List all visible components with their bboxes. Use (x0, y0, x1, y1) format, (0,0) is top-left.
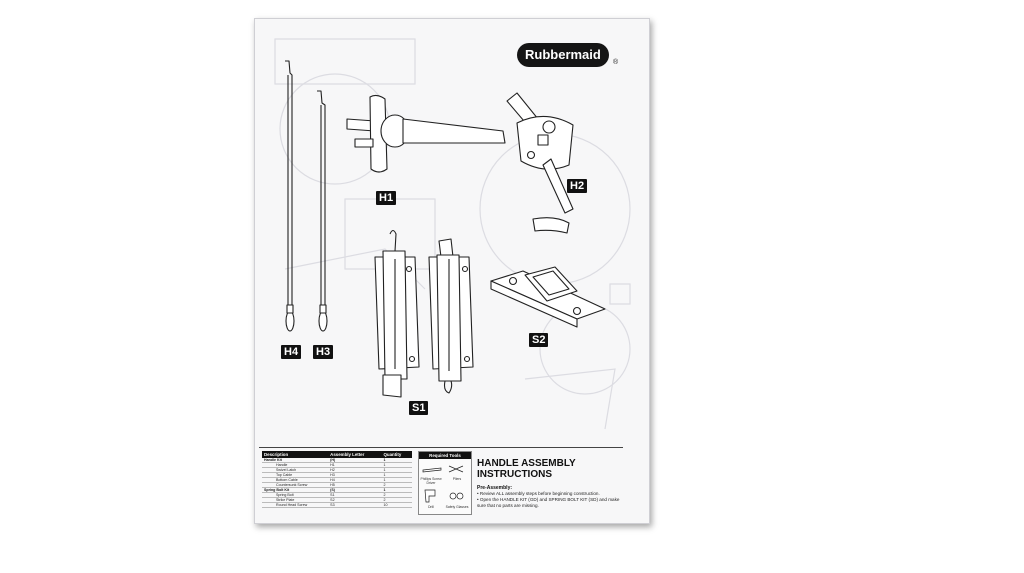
cell-letter: H1 (328, 463, 381, 468)
col-quantity: Quantity (382, 451, 413, 458)
drill-icon (425, 490, 435, 502)
col-description: Description (262, 451, 328, 458)
cell-letter: H3 (328, 473, 381, 478)
table-row (262, 503, 412, 508)
title-line-1: HANDLE ASSEMBLY (477, 458, 576, 469)
screwdriver-icon (423, 468, 441, 472)
cell-letter: S1 (328, 493, 381, 498)
top-cable-h3 (317, 91, 327, 331)
pliers-icon (449, 466, 463, 472)
cell-desc: Top Cable (262, 473, 328, 478)
cell-letter: H2 (328, 468, 381, 473)
cell-qty: 2 (382, 498, 413, 503)
tool-drill-label: Drill (428, 505, 434, 509)
parts-illustration (255, 19, 649, 449)
cell-desc: Countersunk Screw (262, 483, 328, 488)
instructions-title (477, 458, 627, 480)
label-s2: S2 (529, 333, 548, 347)
tool-screwdriver-label: Phillips Screw Driver (420, 477, 442, 485)
cell-qty: 1 (382, 463, 413, 468)
label-h4: H4 (281, 345, 301, 359)
label-s1: S1 (409, 401, 428, 415)
cell-letter: (H) (328, 458, 381, 463)
cell-qty: 1 (382, 488, 413, 493)
cell-desc: Spring Bolt Kit (262, 488, 328, 493)
label-h3: H3 (313, 345, 333, 359)
cell-letter: S3 (328, 503, 381, 508)
handle-h1 (347, 95, 505, 172)
pre-assembly-heading: Pre-Assembly: (477, 485, 513, 491)
cell-qty: 1 (382, 473, 413, 478)
cell-letter: H5 (328, 483, 381, 488)
section-divider (259, 447, 623, 448)
label-h2: H2 (567, 179, 587, 193)
strike-plate-s2 (491, 267, 605, 327)
spring-bolt-s1-left (375, 231, 419, 398)
cell-letter: S2 (328, 498, 381, 503)
parts-table (262, 451, 412, 508)
title-line-2: INSTRUCTIONS (477, 469, 552, 480)
cell-qty: 1 (382, 468, 413, 473)
swivel-latch-h2 (507, 93, 573, 233)
cell-desc: Handle (262, 463, 328, 468)
cell-desc: Spring Bolt (262, 493, 328, 498)
cell-letter: H4 (328, 478, 381, 483)
tools-header: Required Tools (419, 452, 471, 459)
cell-qty: 10 (382, 503, 413, 508)
cell-qty: 1 (382, 458, 413, 463)
cell-letter: (S) (328, 488, 381, 493)
bullet-open-kits: • Open the HANDLE KIT (GD) and SPRING BOLT KIT (SD) and make sure that no parts are missing. (477, 497, 620, 508)
bullet-review: • Review ALL assembly steps before beginning construction. (477, 491, 600, 496)
label-h1: H1 (376, 191, 396, 205)
cell-qty: 2 (382, 493, 413, 498)
tool-safety-glasses-label: Safety Glasses (445, 505, 469, 509)
cell-qty: 1 (382, 478, 413, 483)
bottom-cable-h4 (285, 61, 294, 331)
spring-bolt-s1-right (429, 239, 473, 393)
cell-desc: Strike Plate (262, 498, 328, 503)
registered-mark: ® (613, 59, 619, 66)
cell-desc: Bottom Cable (262, 478, 328, 483)
col-assembly-letter: Assembly Letter (328, 451, 381, 458)
tool-pliers-label: Pliers (452, 477, 462, 481)
instruction-sheet (254, 18, 650, 524)
cell-desc: Swivel Latch (262, 468, 328, 473)
cell-qty: 2 (382, 483, 413, 488)
cell-desc: Round Head Screw (262, 503, 328, 508)
rubbermaid-logo: Rubbermaid (517, 43, 609, 67)
cell-desc: Handle Kit (262, 458, 328, 463)
safety-glasses-icon (450, 493, 456, 499)
required-tools-box (418, 451, 472, 515)
